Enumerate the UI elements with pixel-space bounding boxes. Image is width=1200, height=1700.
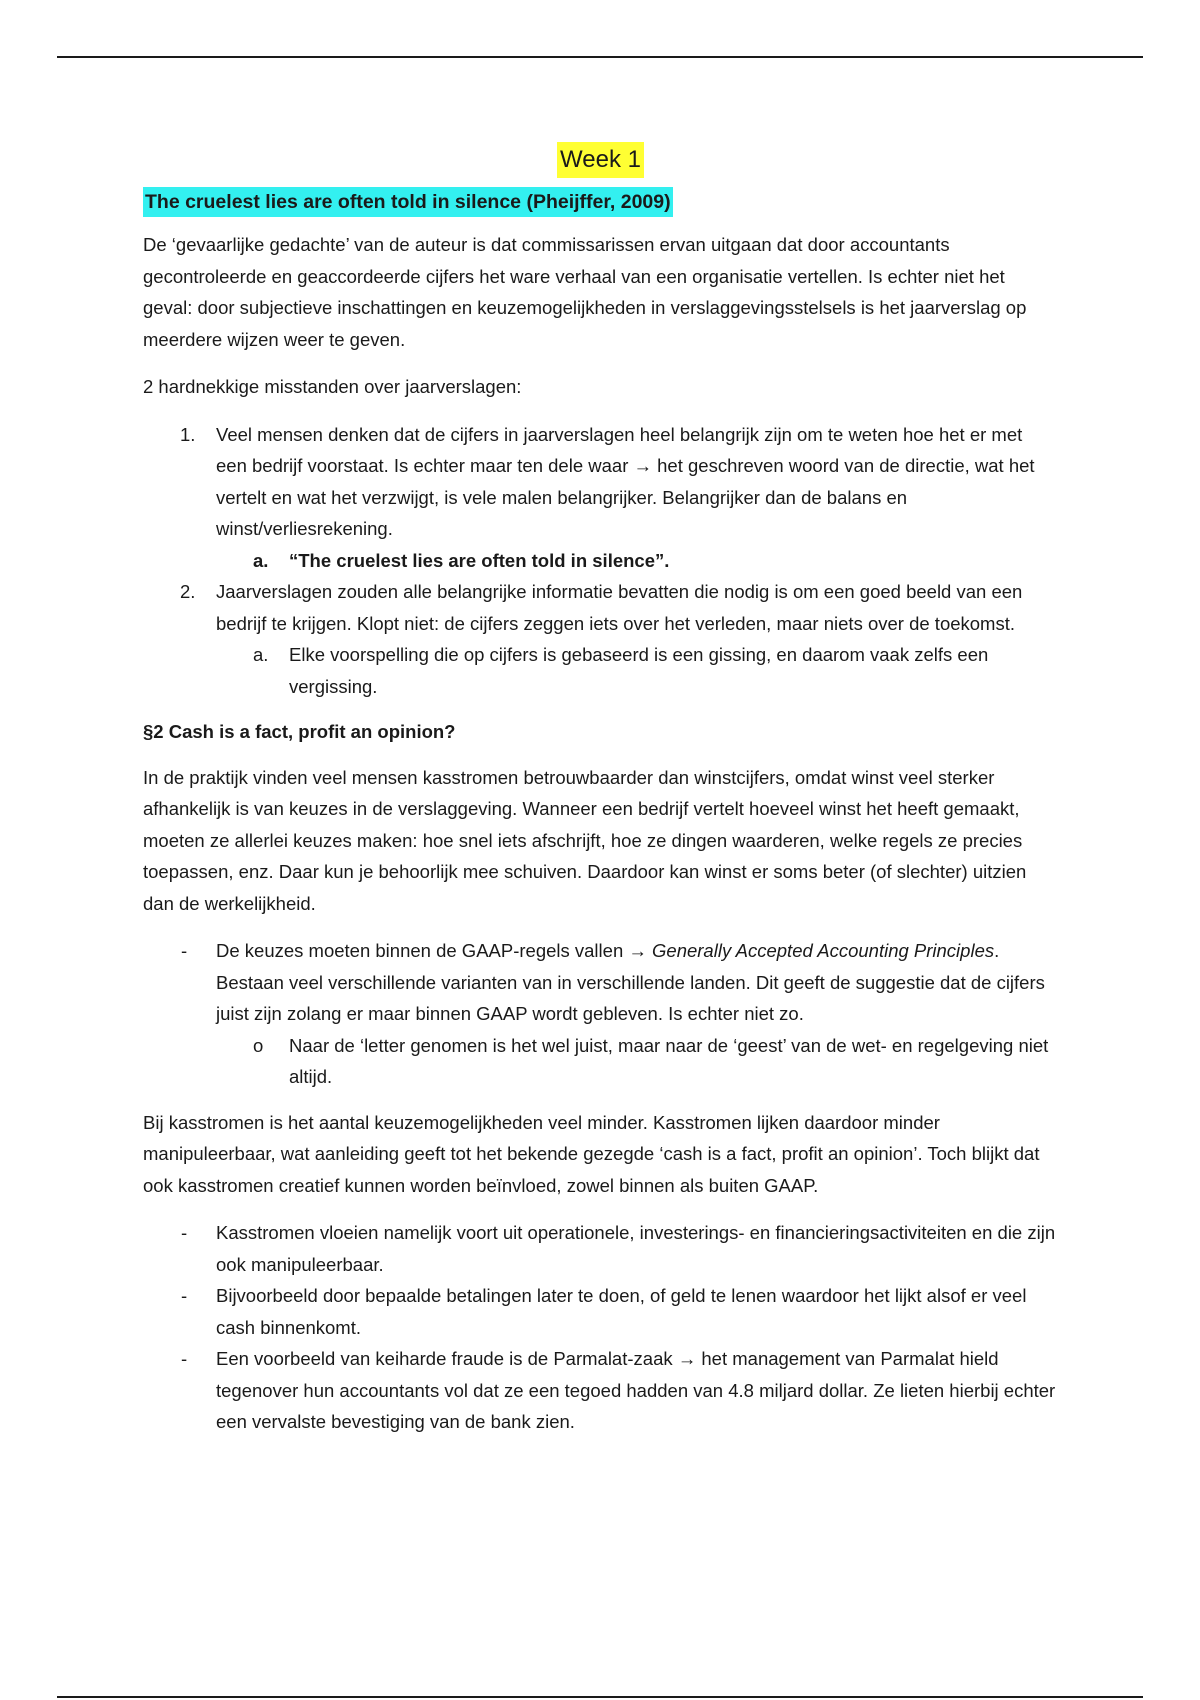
section-heading: §2 Cash is a fact, profit an opinion? [143,721,456,742]
list-item [143,576,1058,702]
gaap-lead: De keuzes moeten binnen de GAAP-regels vallen → [216,940,653,961]
page-title: Week 1 [557,142,644,178]
dash-marker: - [181,1222,188,1243]
list-item [143,419,1058,577]
gaap-after: . [994,940,1000,961]
gaap-italic: Generally Accepted Accounting Principles [652,940,995,961]
dash-marker: - [181,940,188,961]
sub-marker: a. [253,644,269,665]
list-number: 1. [180,423,196,445]
sub-item [216,639,1058,702]
gaap-list [143,935,1058,1093]
sub-item [216,545,1058,577]
numbered-list [143,419,1058,703]
section-paragraph-2: Bij kasstromen is het aantal keuzemogelijkheden veel minder. Kasstromen lijken daardoor minder manipuleerbaar, wat aanleiding geeft tot het bekende gezegde ‘cash is a fact, profit an opinion’. Toch blijkt dat ook kasstromen creatief kunnen worden beïnvloed, zowel binnen als buiten GAAP. [143,1111,1040,1196]
section-paragraph: In de praktijk vinden veel mensen kasstromen betrouwbaarder dan winstcijfers, omdat winst veel sterker afhankelijk is van keuzes in de verslaggeving. Wanneer een bedrijf vertelt hoeveel winst het heeft gemaakt, moeten ze allerlei keuzes maken: hoe snel iets afschrijft, hoe ze dingen waarderen, welke regels ze precies toepassen, enz. Daar kun je behoorlijk mee schuiven. Daardoor kan winst er soms beter (of slechter) uitzien dan de werkelijkheid. [143,766,1027,914]
list-intro: 2 hardnekkige misstanden over jaarverslagen: [143,376,522,397]
list-item [143,1280,1058,1343]
list-item [143,1217,1058,1280]
gaap-line-2: Bestaan veel verschillende varianten van in verschillende landen. Dit geeft de suggestie dat de cijfers juist zijn zolang er maar binnen GAAP wordt gebleven. Is echter niet zo. [216,971,1045,1024]
list-item [143,935,1058,1093]
title-wrap [143,142,1058,178]
sub-item-text: Elke voorspelling die op cijfers is gebaseerd is een gissing, en daarom vaak zelfs een vergissing. [289,644,989,697]
gaap-line [216,935,1058,967]
dash-marker: - [181,1285,188,1306]
list-item [143,1343,1058,1438]
article-title: The cruelest lies are often told in silence (Pheijffer, 2009) [143,187,673,217]
list-item-text: Een voorbeeld van keiharde fraude is de Parmalat-zaak → het management van Parmalat hield tegenover hun accountants vol dat ze een tegoed hadden van 4.8 miljard dollar. Ze lieten hierbij echter een vervalste bevestiging van de bank zien. [216,1348,1056,1432]
document-body [143,142,1058,1452]
sub-item-text: “The cruelest lies are often told in silence”. [289,549,670,571]
footer-rule [57,1696,1143,1698]
header-rule [57,56,1143,58]
circle-bullet: o [253,1034,264,1056]
list-item-text: Jaarverslagen zouden alle belangrijke informatie bevatten die nodig is om een goed beeld van een bedrijf te krijgen. Klopt niet: de cijfers zeggen iets over het verleden, maar niets over de toekomst. [216,581,1023,634]
sub-item [216,1030,1058,1093]
subtitle-wrap [143,186,1058,229]
list-item-text: Kasstromen vloeien namelijk voort uit operationele, investerings- en financieringsactiviteiten en die zijn ook manipuleerbaar. [216,1222,1056,1275]
list-number: 2. [180,581,196,602]
sub-marker: a. [253,549,269,571]
bullet-list [143,1217,1058,1438]
dash-marker: - [181,1348,188,1369]
sub-item-text: Naar de ‘letter genomen is het wel juist, maar naar de ‘geest’ van de wet- en regelgeving niet altijd. [289,1034,1049,1087]
list-item-text: Bijvoorbeeld door bepaalde betalingen later te doen, of geld te lenen waardoor het lijkt alsof er veel cash binnenkomt. [216,1285,1027,1338]
list-item-text: Veel mensen denken dat de cijfers in jaarverslagen heel belangrijk zijn om te weten hoe het er met een bedrijf voorstaat. Is echter maar ten dele waar → het geschreven woord van de directie, wat het vertelt en wat het verzwijgt, is vele malen belangrijker. Belangrijker dan de balans en winst/verliesrekening. [216,423,1035,539]
intro-paragraph: De ‘gevaarlijke gedachte’ van de auteur is dat commissarissen ervan uitgaan dat door accountants gecontroleerde en geaccordeerde cijfers het ware verhaal van een organisatie vertellen. Is echter niet het geval: door subjectieve inschattingen en keuzemogelijkheden in verslaggevingsstelsels is het jaarverslag op meerdere wijzen weer te geven. [143,234,1027,350]
